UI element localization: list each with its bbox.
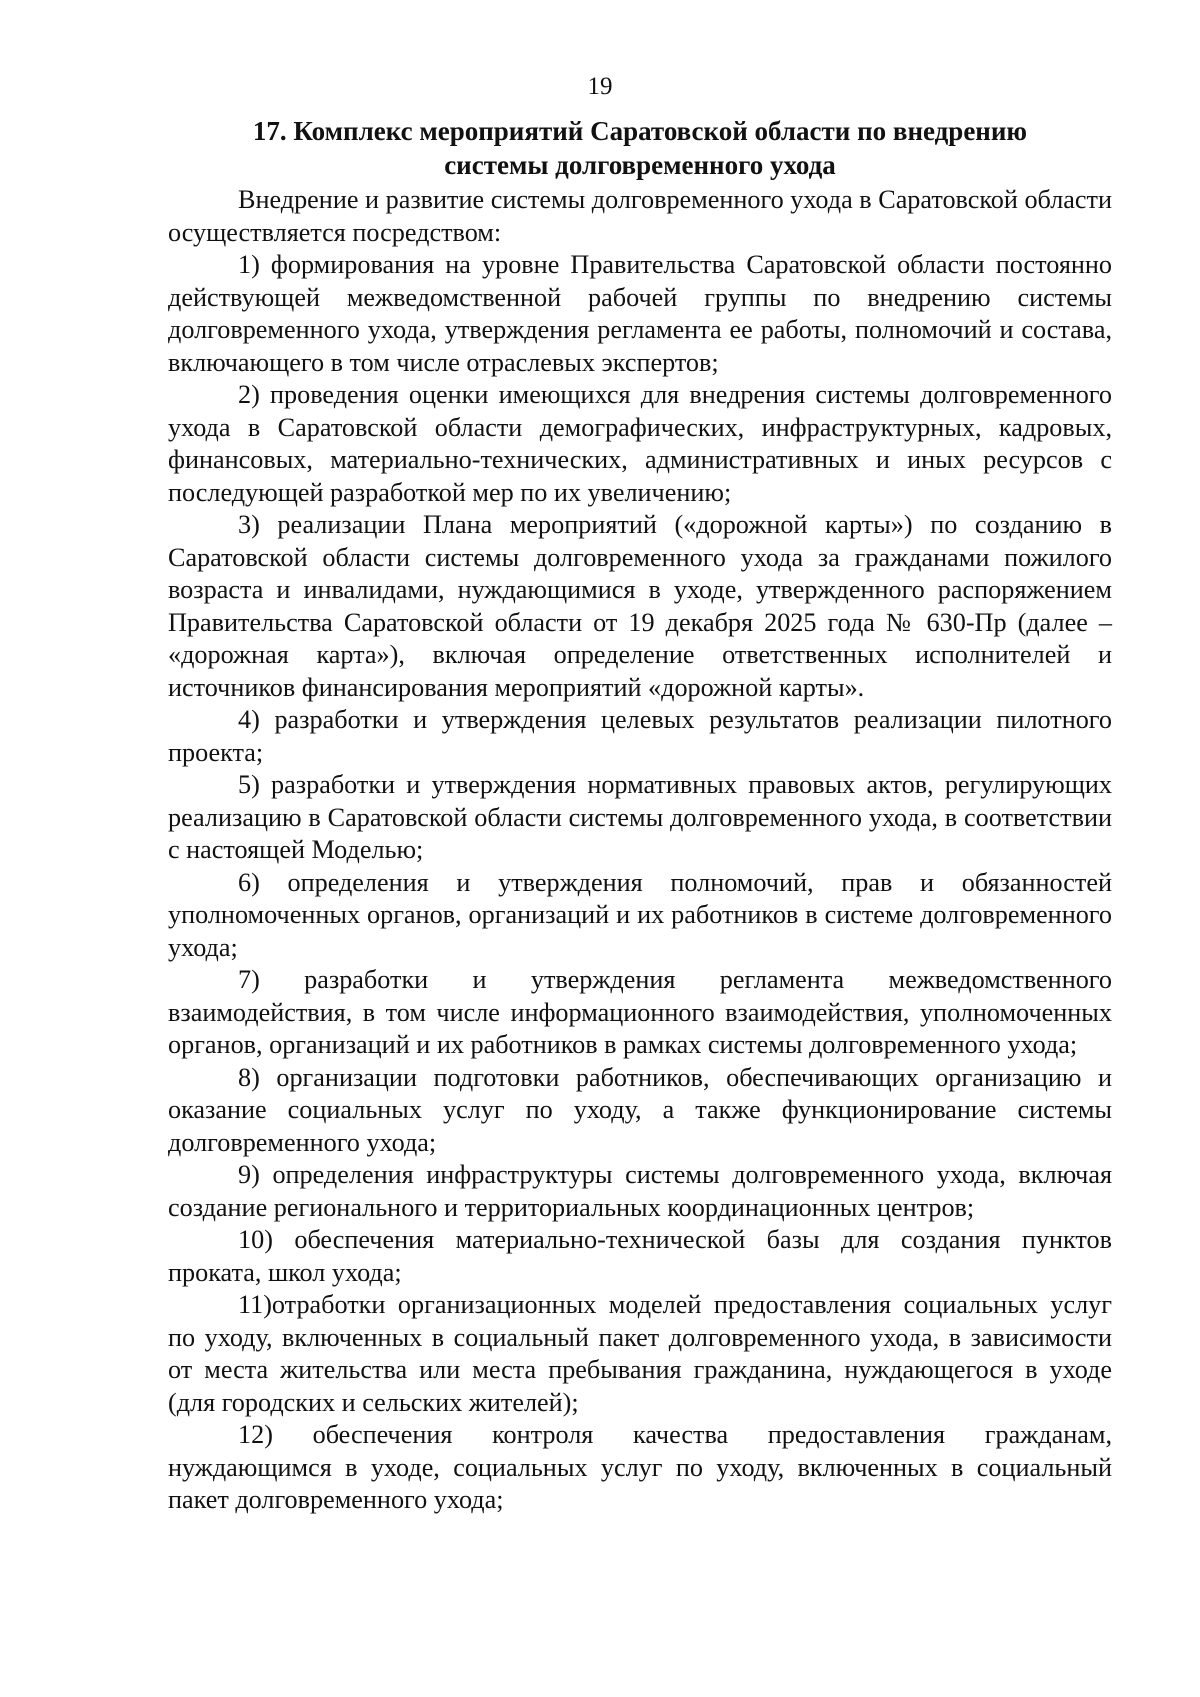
section-title — [168, 114, 1112, 182]
document-body — [168, 114, 1112, 1517]
list-item-10: 10) обеспечения материально-технической базы для создания пунктов проката, школ ухода; — [168, 1225, 1112, 1287]
section-title-line-2: системы долговременного ухода — [444, 150, 836, 180]
list-item-2: 2) проведения оценки имеющихся для внедрения системы долговременного ухода в Саратовской области демографических, инфраструктурных, кадровых, финансовых, материально-технических, административных и иных ресурсов с последующей разработкой мер по их увеличению; — [168, 380, 1112, 507]
list-item-1: 1) формирования на уровне Правительства Саратовской области постоянно действующей межведомственной рабочей группы по внедрению системы долговременного ухода, утверждения регламента ее работы, полномочий и состава, включающего в том числе отраслевых экспертов; — [168, 250, 1112, 377]
list-item-5: 5) разработки и утверждения нормативных правовых актов, регулирующих реализацию в Саратовской области системы долговременного ухода, в соответствии с настоящей Моделью; — [168, 770, 1112, 864]
page-number: 19 — [587, 73, 613, 100]
list-item-6: 6) определения и утверждения полномочий, прав и обязанностей уполномоченных органов, организаций и их работников в системе долговременного ухода; — [168, 867, 1112, 962]
list-item-12: 12) обеспечения контроля качества предоставления гражданам, нуждающимся в уходе, социальных услуг по уходу, включенных в социальный пакет долговременного ухода; — [168, 1420, 1112, 1514]
list-item-8: 8) организации подготовки работников, обеспечивающих организацию и оказание социальных услуг по уходу, а также функционирование системы долговременного ухода; — [168, 1062, 1112, 1157]
intro-paragraph: Внедрение и развитие системы долговременного ухода в Саратовской области осуществляется посредством: — [168, 185, 1112, 247]
section-title-line-1: 17. Комплекс мероприятий Саратовской области по внедрению — [252, 116, 1028, 146]
list-item-3: 3) реализации Плана мероприятий («дорожной карты») по созданию в Саратовской области системы долговременного ухода за гражданами пожилого возраста и инвалидами, нуждающимися в уходе, утвержденного распоряжением Правительства Саратовской области от 19 декабря 2025 года № 630-Пр (далее – «дорожная карта»), включая определение ответственных исполнителей и источников финансирования мероприятий «дорожной карты». — [168, 510, 1112, 702]
list-item-9: 9) определения инфраструктуры системы долговременного ухода, включая создание регионального и территориальных координационных центров; — [168, 1160, 1112, 1222]
list-item-11: 11)отработки организационных моделей предоставления социальных услуг по уходу, включенных в социальный пакет долговременного ухода, в зависимости от места жительства или места пребывания гражданина, нуждающегося в уходе (для городских и сельских жителей); — [168, 1290, 1112, 1417]
list-item-4: 4) разработки и утверждения целевых результатов реализации пилотного проекта; — [168, 705, 1112, 767]
list-item-7: 7) разработки и утверждения регламента межведомственного взаимодействия, в том числе информационного взаимодействия, уполномоченных органов, организаций и их работников в рамках системы долговременного ухода; — [168, 965, 1112, 1059]
